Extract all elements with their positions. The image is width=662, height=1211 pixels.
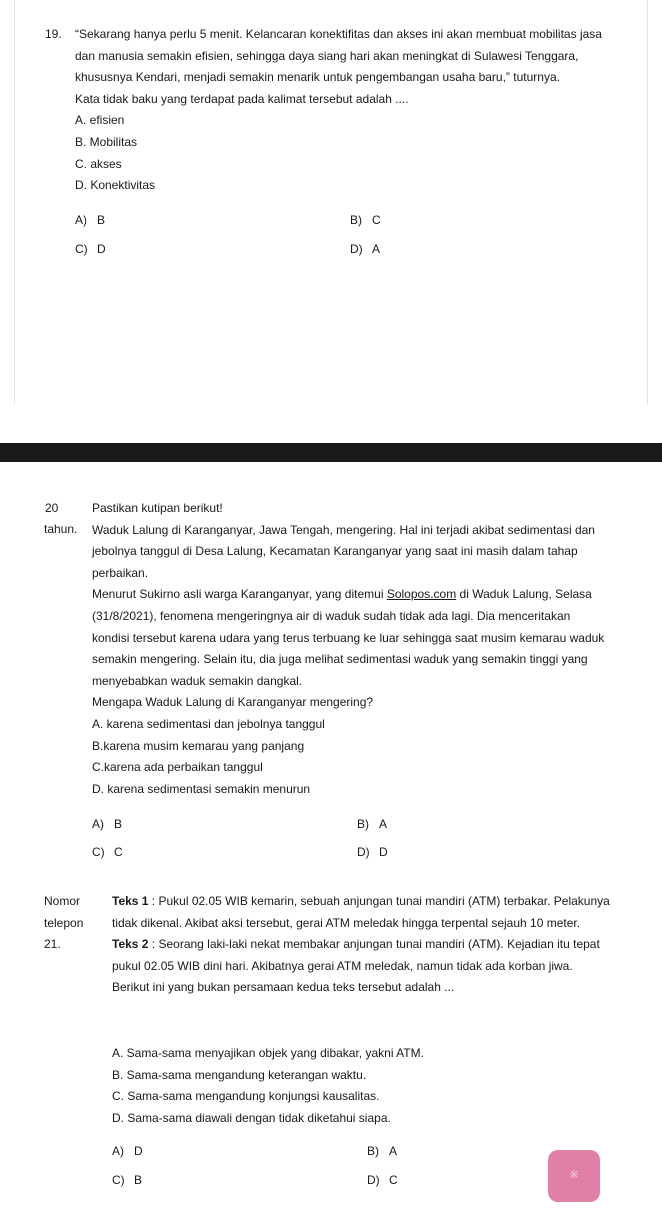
option-letter: D)	[350, 242, 363, 256]
choice-item: D. Sama-sama diawali dengan tidak diketahui siapa.	[112, 1110, 391, 1125]
stem-line: dan manusia semakin efisien, sehingga daya siang hari akan meningkat di Sulawesi Tenggara,	[75, 48, 579, 63]
choice-item: D. karena sedimentasi semakin menurun	[92, 781, 311, 796]
sparkle-icon: ※	[569, 1169, 579, 1182]
choice-item: B. Mobilitas	[75, 134, 138, 149]
passage-line: (31/8/2021), fenomena mengeringnya air di waduk sudah tidak ada lagi. Dia menceritakan	[92, 608, 571, 623]
option-value: D	[134, 1144, 143, 1158]
option-value: C	[372, 213, 381, 227]
answer-option-a[interactable]	[75, 210, 105, 232]
choice-item: A. karena sedimentasi dan jebolnya tanggul	[92, 716, 325, 731]
option-letter: B)	[367, 1144, 379, 1158]
source-link[interactable]: Solopos.com	[386, 587, 457, 602]
question-20-number-cont: tahun.	[44, 522, 78, 536]
passage-line: Menurut Sukirno asli warga Karanganyar, yang ditemui Solopos.com di Waduk Lalung, Selasa	[92, 587, 592, 602]
choice-item: B. Sama-sama mengandung keterangan waktu.	[112, 1067, 367, 1082]
passage-line: tidak dikenal. Akibat aksi tersebut, gerai ATM meledak hingga terpental sejauh 10 meter.	[112, 915, 581, 930]
passage-line: pukul 02.05 WIB dini hari. Akibatnya gerai ATM meledak, namun tidak ada korban jiwa.	[112, 958, 573, 973]
stem-line: khususnya Kendari, menjadi semakin menarik untuk pengembangan usaha baru,” tuturnya.	[75, 70, 560, 85]
answer-option-a[interactable]	[92, 814, 122, 836]
answer-option-b[interactable]	[350, 210, 381, 232]
question-20-passage	[92, 498, 604, 800]
option-letter: A)	[75, 213, 87, 227]
question-21-label	[44, 891, 83, 956]
option-letter: A)	[112, 1144, 124, 1158]
stem-line: Kata tidak baku yang terdapat pada kalimat tersebut adalah ....	[75, 91, 409, 106]
floating-action-button[interactable]	[548, 1150, 600, 1202]
answer-option-d[interactable]	[357, 842, 388, 864]
passage-line: menyebabkan waduk semakin dangkal.	[92, 673, 303, 688]
label-line: Nomor	[44, 894, 81, 908]
choice-item: C. akses	[75, 156, 122, 171]
passage-line: Teks 1 : Pukul 02.05 WIB kemarin, sebuah anjungan tunai mandiri (ATM) terbakar. Pelakunya	[112, 894, 610, 908]
choice-item: C. Sama-sama mengandung konjungsi kausalitas.	[112, 1089, 380, 1104]
option-letter: C)	[75, 242, 88, 256]
question-20-number: 20	[45, 501, 59, 515]
answer-option-c[interactable]	[92, 842, 123, 864]
option-letter: C)	[92, 845, 105, 859]
option-value: B	[114, 817, 123, 831]
option-value: B	[97, 213, 106, 227]
passage-line: jebolnya tanggul di Desa Lalung, Kecamatan Karanganyar yang saat ini masih dalam tahap	[92, 544, 578, 559]
choice-item: C.karena ada perbaikan tanggul	[92, 760, 263, 775]
question-19-number: 19.	[45, 27, 62, 41]
option-value: A	[389, 1144, 398, 1158]
choice-item: A. efisien	[75, 113, 125, 128]
left-edge-line	[14, 0, 15, 405]
option-letter: B)	[357, 817, 369, 831]
choice-item: B.karena musim kemarau yang panjang	[92, 738, 305, 753]
answer-option-c[interactable]	[112, 1170, 142, 1192]
answer-option-a[interactable]	[112, 1141, 143, 1163]
answer-option-b[interactable]	[357, 814, 387, 836]
answer-option-c[interactable]	[75, 239, 106, 261]
question-19-stem	[75, 24, 602, 197]
passage-line: Waduk Lalung di Karanganyar, Jawa Tengah, mengering. Hal ini terjadi akibat sedimentasi dan	[92, 522, 595, 537]
passage-line: Teks 2 : Seorang laki-laki nekat membakar anjungan tunai mandiri (ATM). Kejadian itu tepat	[112, 937, 600, 952]
stem-line: “Sekarang hanya perlu 5 menit. Kelancaran konektifitas dan akses ini akan membuat mobilitas jasa	[75, 27, 602, 41]
answer-option-b[interactable]	[367, 1141, 397, 1163]
option-letter: C)	[112, 1173, 125, 1187]
choice-item: D. Konektivitas	[75, 178, 156, 193]
teks1-label: Teks 1	[112, 894, 149, 908]
option-letter: D)	[357, 845, 370, 859]
right-edge-line	[647, 0, 648, 405]
choice-item: A. Sama-sama menyajikan objek yang dibakar, yakni ATM.	[112, 1046, 424, 1060]
answer-option-d[interactable]	[367, 1170, 398, 1192]
question-21-choices	[112, 1043, 424, 1129]
option-letter: D)	[367, 1173, 380, 1187]
label-line: 21.	[44, 937, 61, 952]
option-value: B	[134, 1173, 143, 1187]
option-value: D	[97, 242, 106, 256]
label-line: telepon	[44, 915, 84, 930]
passage-line: semakin mengering. Selain itu, dia juga melihat sedimentasi waduk yang semakin tinggi yang	[92, 652, 588, 667]
option-value: C	[114, 845, 123, 859]
section-divider	[0, 443, 662, 462]
question-text: Berikut ini yang bukan persamaan kedua teks tersebut adalah ...	[112, 980, 455, 995]
option-value: C	[389, 1173, 398, 1187]
option-value: D	[379, 845, 388, 859]
answer-option-d[interactable]	[350, 239, 380, 261]
option-value: A	[379, 817, 388, 831]
option-letter: A)	[92, 817, 104, 831]
passage-intro: Pastikan kutipan berikut!	[92, 501, 223, 515]
teks2-label: Teks 2	[112, 937, 149, 952]
question-text: Mengapa Waduk Lalung di Karanganyar mengering?	[92, 695, 374, 710]
option-letter: B)	[350, 213, 362, 227]
passage-line: perbaikan.	[92, 565, 149, 580]
passage-line: kondisi tersebut karena udara yang terus terbuang ke luar sehingga saat musim kemarau waduk	[92, 630, 605, 645]
option-value: A	[372, 242, 381, 256]
question-21-passage	[112, 891, 610, 999]
